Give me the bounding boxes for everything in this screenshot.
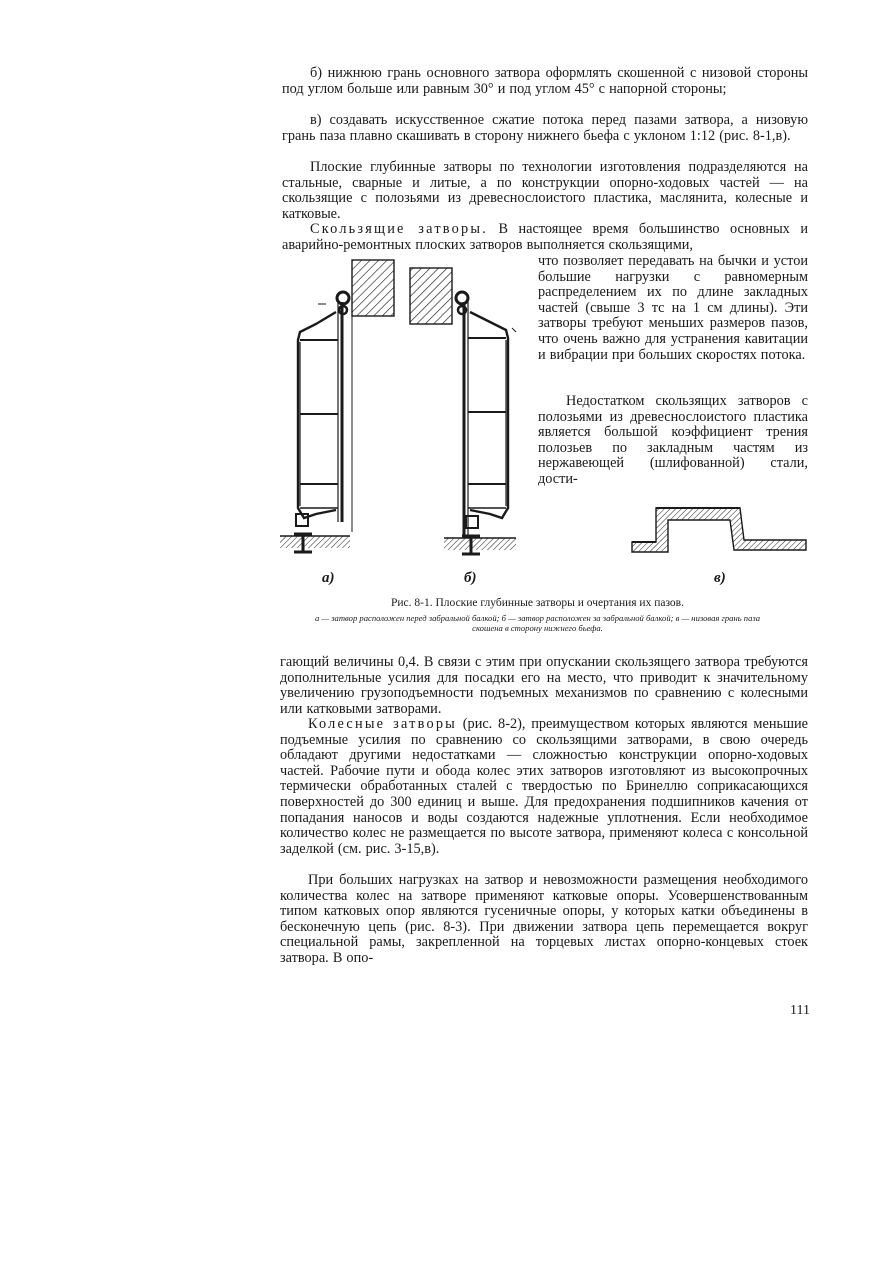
term-wheel-gates: Колесные затворы <box>308 716 457 732</box>
paragraph-v: в) создавать искусственное сжатие потока перед пазами затвора, а низовую грань паза плавно скашивать в сторону нижнего бьефа с уклоном 1:12 (рис. 8-1,в). <box>282 112 808 144</box>
paragraph-wheel-gates <box>280 717 808 857</box>
term-sliding-gates: Скользящие затворы. <box>310 221 488 237</box>
paragraph-roller-supports: При больших нагрузках на затвор и невозможности размещения необходимого количества колес на затворе применяют катковые опоры. Усовершенствованным типом катковых опор являются гусеничные опоры, у которых катки объединены в бесконечную цепь (рис. 8-3). При движении затвора цепь перемещается вокруг специальной рамы, закрепленной на торцевых листах опорно-концевых стоек затвора. В опо- <box>280 872 808 966</box>
wheel-gates-body: (рис. 8-2), преимуществом которых являются меньшие подъемные усилия по сравнению со скользящими затворами, в свою очередь обладают другими недостатками — сложностью конструкции опорно-ходовых частей. Рабочие пути и обода колес этих затворов изготовляют из высокопрочных термически обработанных сталей с твердостью по Бринеллю соприкасающихся поверхностей до 300 единиц и выше. Для предохранения подшипников качения от попадания наносов и воды создаются надежные уплотнения. Если необходимое количество колес не размещается по высоте затвора, применяют колеса с консольной заделкой (см. рис. 3-15,в). <box>280 716 808 857</box>
paragraph-sliding-gates <box>282 222 808 253</box>
figure-label-b: б) <box>464 570 477 586</box>
paragraph-gate-types: Плоские глубинные затворы по технологии изготовления подразделяются на стальные, сварные и литые, а по конструкции опорно-ходовых частей — на скользящие с полозьями из древеснослоистого пластика, маслянита, колесные и катковые. <box>282 159 808 222</box>
sliding-gates-lead: В настоящее время большинство основных и аварийно-ремонтных плоских затворов выполняется скользящими, <box>282 221 808 253</box>
slot-profile-v-drawing <box>632 508 806 552</box>
page-number: 111 <box>790 1003 810 1018</box>
figure-label-v: в) <box>714 570 726 586</box>
figure-8-1-drawing <box>276 252 816 572</box>
gate-a-drawing <box>280 260 394 552</box>
paragraph-b: б) нижнюю грань основного затвора оформлять скошенной с низовой стороны под углом больше или равным 30° и под углом 45° с напорной стороны; <box>282 65 808 97</box>
paragraph-friction: гающий величины 0,4. В связи с этим при опускании скользящего затвора требуются дополнительные усилия для посадки его на место, что приводит к значительному увеличению грузоподъемности подъемных механизмов по сравнению с колесными или катковыми затворами. <box>280 654 808 717</box>
gate-b-drawing <box>410 268 516 554</box>
paragraph-sliding-drawback: Недостатком скользящих затворов с полозьями из древеснослоистого пластика является большой коэффициент трения полозьев по закладным частям из нержавеющей (шлифованной) стали, дости- <box>538 393 808 487</box>
figure-caption: Рис. 8-1. Плоские глубинные затворы и очертания их пазов. <box>391 597 684 609</box>
figure-caption-legend: а — затвор расположен перед забральной балкой; б — затвор расположен за забральной балкой; в — низовая грань паза скошена в сторону нижнего бьефа. <box>314 613 761 633</box>
figure-label-a: а) <box>322 570 335 586</box>
paragraph-sliding-gates-wrap: что позволяет передавать на бычки и устои большие нагрузки с равномерным распределением их по длине закладных частей (свыше 3 тс на 1 см длины). Эти затворы требуют меньших размеров пазов, что очень важно для устранения кавитации и вибрации при больших скоростях потока. <box>538 253 808 363</box>
